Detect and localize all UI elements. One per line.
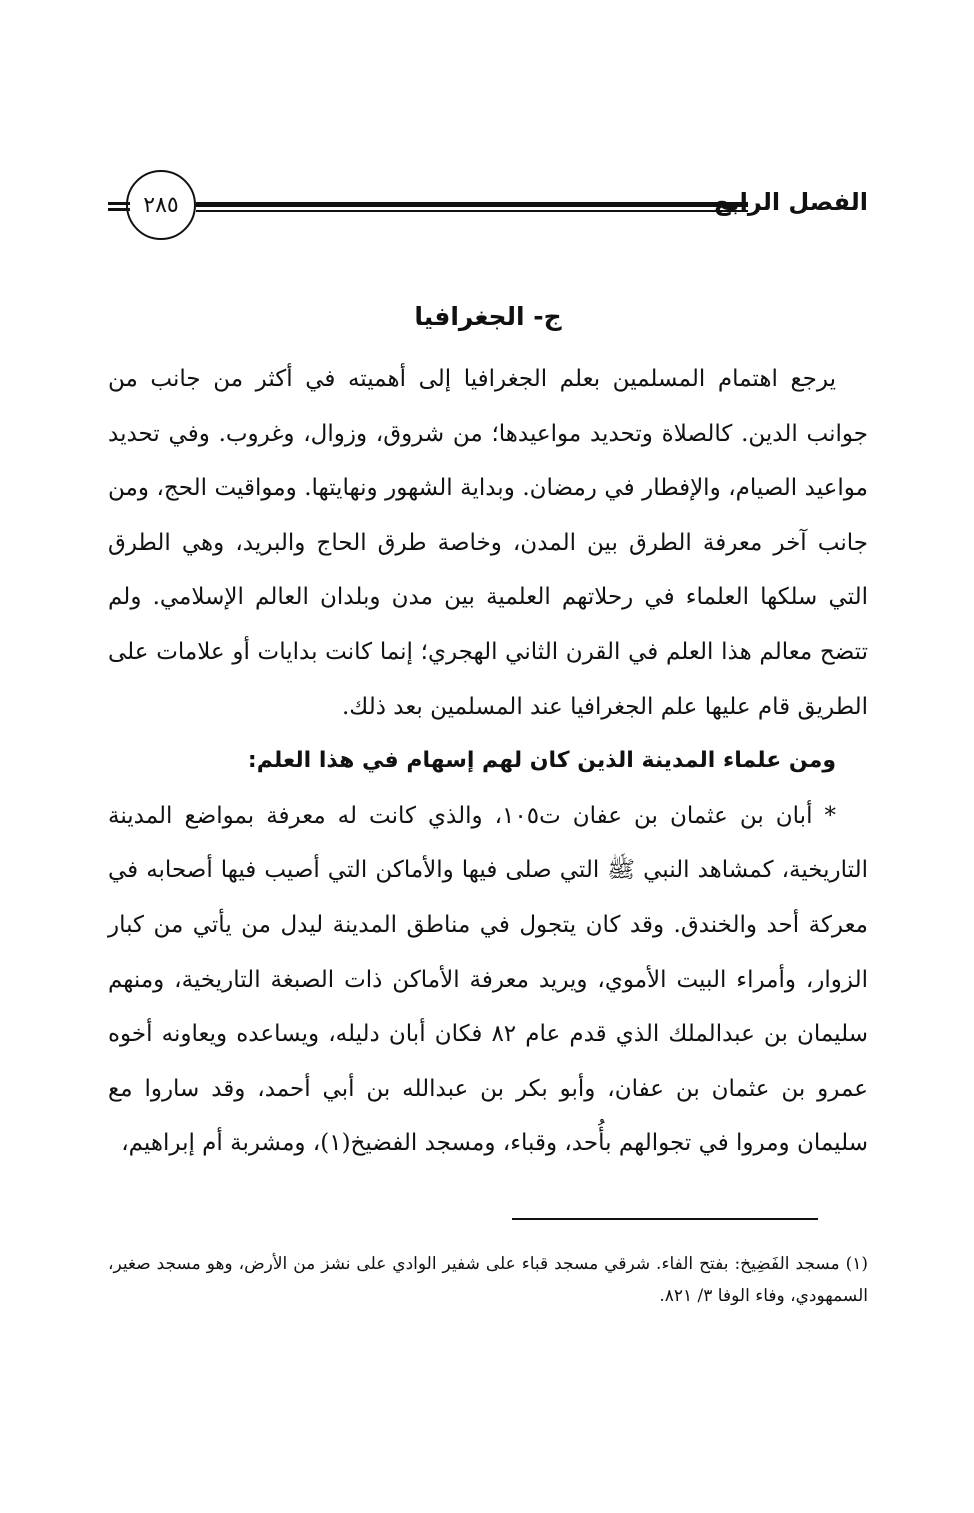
footnote-divider (512, 1218, 818, 1220)
section-title: ج- الجغرافيا (414, 302, 562, 331)
footnote (108, 1248, 868, 1312)
subheading-scholars: ومن علماء المدينة الذين كان لهم إسهام في هذا العلم: (247, 748, 836, 774)
footnote-1: (١) مسجد الفَضِيخ: بفتح الفاء. شرقي مسجد قباء على شفير الوادي على نشز من الأرض، وهو مسجد صغير، السمهودي، وفاء الوفا ٣/ ٨٢١. (108, 1254, 868, 1306)
paragraph-intro: يرجع اهتمام المسلمين بعلم الجغرافيا إلى أهميته في أكثر من جانب من جوانب الدين. كالصلاة وتحديد مواعيدها؛ من شروق، وزوال، وغروب. وفي تحديد مواعيد الصيام، والإفطار في رمضان. وبداية الشهور ونهايتها. ومواقيت الحج، ومن جانب آخر معرفة الطرق بين المدن، وخاصة طرق الحاج والبريد، وهي الطرق التي سلكها العلماء في رحلاتهم العلمية بين مدن وبلدان العالم الإسلامي. ولم تتضح معالم هذا العلم في القرن الثاني الهجري؛ إنما كانت بدايات أو علامات على الطريق قام عليها علم الجغرافيا عند المسلمين بعد ذلك. (108, 366, 868, 720)
page-header (108, 170, 868, 250)
paragraph-aban: * أبان بن عثمان بن عفان ت١٠٥، والذي كانت له معرفة بمواضع المدينة التاريخية، كمشاهد النبي ﷺ التي صلى فيها والأماكن التي أصيب فيها أصحابه في معركة أحد والخندق. وقد كان يتجول في مناطق المدينة ليدل من يأتي من كبار الزوار، وأمراء البيت الأموي، ويريد معرفة الأماكن ذات الصبغة التاريخية، ومنهم سليمان بن عبدالملك الذي قدم عام ٨٢ فكان أبان دليله، ويساعده ويعاونه أخوه عمرو بن عثمان بن عفان، وأبو بكر بن عبدالله بن أبي أحمد، وقد ساروا مع سليمان ومروا في تجوالهم بأُحد، وقباء، ومسجد الفضيخ(١)، ومشربة أم إبراهيم، (108, 802, 868, 1157)
body-text (108, 352, 868, 1171)
header-rule (196, 200, 748, 214)
chapter-title: الفصل الرابع (714, 188, 868, 216)
page-number: ٢٨٥ (126, 170, 196, 240)
header-rule-left (108, 202, 130, 212)
